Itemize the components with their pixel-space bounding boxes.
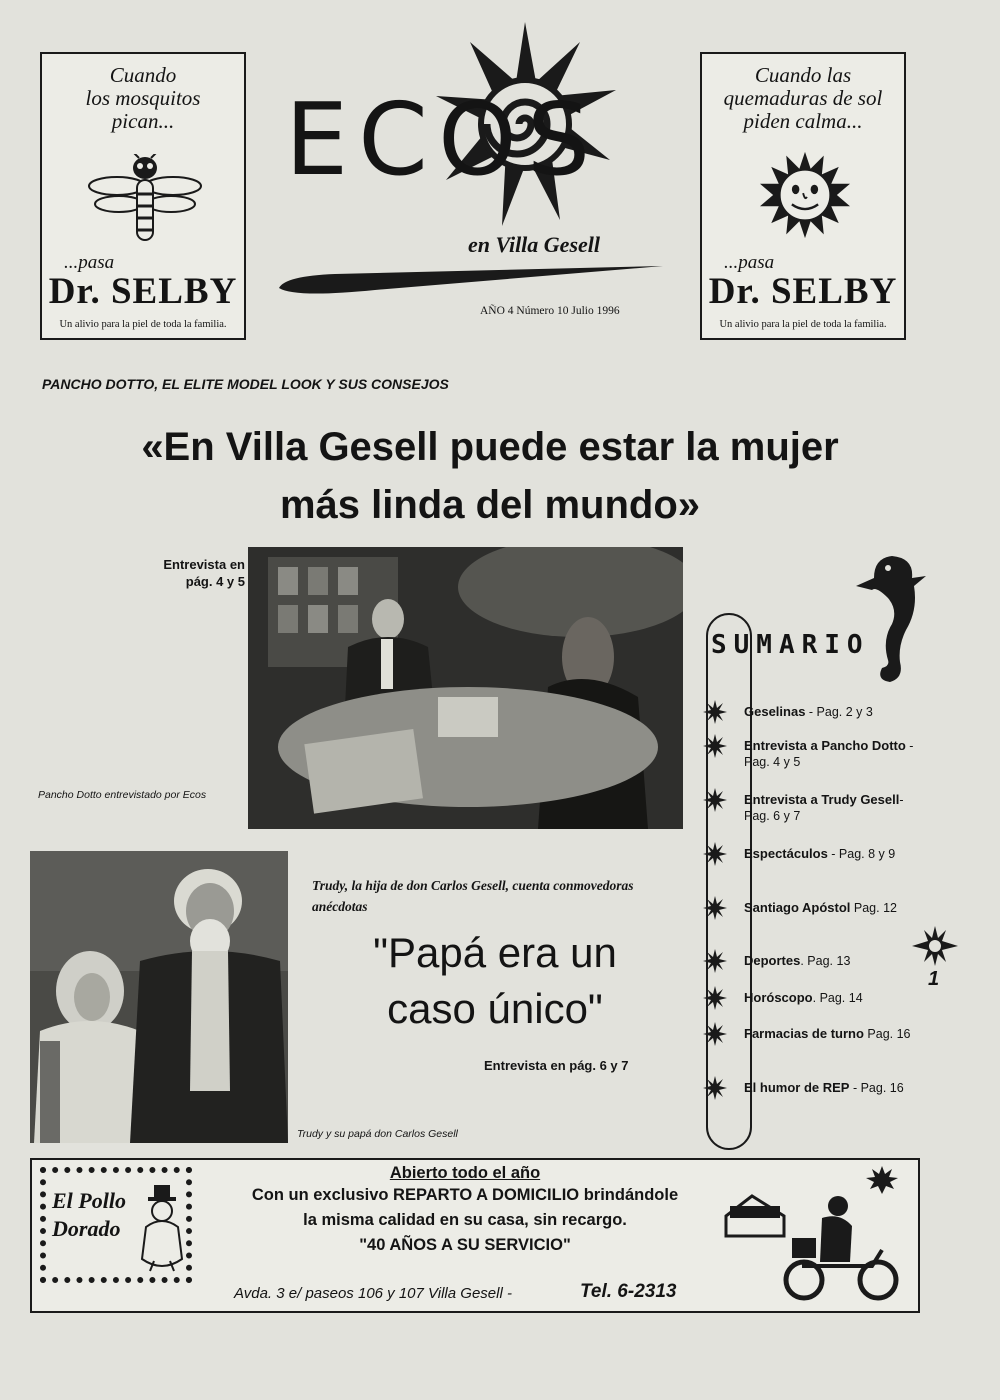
sumario-item-horoscopo[interactable] [744,990,924,1006]
ad-phone: Tel. 6-2313 [580,1281,677,1302]
ad-line-2: Con un exclusivo REPARTO A DOMICILIO brindándole [251,1186,679,1204]
sumario-item-santiago-apostol[interactable] [744,900,924,916]
ad-address: Avda. 3 e/ paseos 106 y 107 Villa Gesell - [234,1285,512,1302]
sumario-item-page: - Pag. 4 y 5 [744,739,914,769]
masthead-subtitle: en Villa Gesell [468,232,600,257]
sumario-item-farmacias[interactable] [744,1026,924,1042]
sumario-item-title: Santiago Apóstol [744,900,851,915]
ad-dr-selby-sunburn [700,52,906,340]
sumario-item-page: Pag. 12 [850,901,897,915]
sumario-item-page: - Pag. 8 y 9 [827,847,896,861]
trudy-headline-line: "Papá era un [373,929,617,976]
sumario-item-title: Entrevista a Trudy Gesell [744,792,900,807]
sumario-item-title: Geselinas [744,704,806,719]
lead-kicker: PANCHO DOTTO, EL ELITE MODEL LOOK Y SUS CONSEJOS [42,376,449,392]
sumario-title: SUMARIO [711,630,870,660]
pollo-dorado-logo-frame [40,1167,192,1283]
ad-line-4: "40 AÑOS A SU SERVICIO" [359,1236,571,1254]
chicken-chef-icon [138,1183,186,1273]
lead-page-ref-line: Entrevista en [163,557,245,572]
page-sun-icon [912,926,958,966]
ad-tagline-line: pican... [111,109,175,133]
sumario-item-title: Farmacias de turno [744,1026,864,1041]
bullet-sun-icon [703,986,727,1010]
ad-tagline-line: Cuando las [754,63,852,87]
sumario-item-trudy-gesell[interactable] [744,792,924,824]
sumario-item-page: - Pag. 2 y 3 [805,705,873,719]
sumario-item-page: . Pag. 14 [812,991,863,1005]
sumario-item-espectaculos[interactable] [744,846,924,862]
photo-trudy-carlos-gesell [30,851,288,1143]
ad-tagline [42,64,244,133]
sumario-item-humor-rep[interactable] [744,1080,924,1096]
ad-pasa: ...pasa [724,252,775,273]
ad-dr-selby-mosquitos [40,52,246,340]
pollo-logo-line: Dorado [52,1216,121,1241]
sumario-frame [706,613,752,1150]
sumario-item-geselinas[interactable] [744,704,924,720]
seahorse-icon [852,550,928,688]
ad-tagline-line: Cuando [109,63,177,87]
trudy-kicker: Trudy, la hija de don Carlos Gesell, cuenta conmovedoras anécdotas [312,878,634,914]
ad-brand: Dr. SELBY [708,271,898,312]
headline-line: «En Villa Gesell puede estar la mujer [141,425,839,469]
lead-page-ref-line: pág. 4 y 5 [185,574,245,589]
photo-pancho-dotto-interview [248,547,683,829]
masthead-logo: ECOS [285,81,601,198]
ad-tagline-line: los mosquitos [85,86,201,110]
sumario-item-title: Deportes [744,953,801,968]
sumario-item-title: Horóscopo [744,990,813,1005]
sumario-item-title: El humor de REP [744,1080,850,1095]
sumario-item-title: Entrevista a Pancho Dotto [744,738,906,753]
ad-line-1: Abierto todo el año [389,1164,541,1182]
bullet-sun-icon [703,1076,727,1100]
bullet-sun-icon [703,700,727,724]
ad-line-3: la misma calidad en su casa, sin recargo. [303,1211,627,1229]
smiling-sun-icon [745,150,865,240]
sumario-item-deportes[interactable] [744,953,924,969]
sumario-item-pancho-dotto[interactable] [744,738,924,770]
lead-photo-caption: Pancho Dotto entrevistado por Ecos [38,789,207,801]
masthead-swoosh [275,262,665,300]
lead-headline [40,418,940,534]
ad-pasa: ...pasa [64,252,115,273]
pollo-logo-line: El Pollo [52,1188,126,1213]
bullet-sun-icon [703,842,727,866]
lead-page-ref [150,556,245,590]
bullet-sun-icon [703,949,727,973]
bullet-sun-icon [703,734,727,758]
ad-slogan: Un alivio para la piel de toda la familia. [59,319,227,330]
sumario-item-title: Espectáculos [744,846,828,861]
photo-interview-image [248,547,683,829]
ad-slogan: Un alivio para la piel de toda la familia. [719,319,887,330]
photo-trudy-image [30,851,288,1143]
mosquito-icon [85,154,205,244]
ad-brand: Dr. SELBY [48,271,238,312]
sumario-item-page: Pag. 16 [863,1027,911,1041]
page-number: 1 [928,968,940,990]
trudy-page-ref: Entrevista en pág. 6 y 7 [484,1058,629,1073]
pollo-dorado-logo [52,1187,126,1243]
bullet-sun-icon [703,788,727,812]
ad-tagline-line: piden calma... [743,109,863,133]
sumario-item-page: - Pag. 16 [849,1081,904,1095]
bullet-sun-icon [703,896,727,920]
headline-line: más linda del mundo» [279,483,701,527]
issue-info: AÑO 4 Número 10 Julio 1996 [480,305,620,317]
trudy-photo-caption: Trudy y su papá don Carlos Gesell [297,1128,458,1140]
bullet-sun-icon [703,1022,727,1046]
trudy-headline [300,925,690,1037]
sumario-item-page: - Pag. 6 y 7 [744,793,904,823]
sumario-item-page: . Pag. 13 [800,954,851,968]
delivery-motorcycle-icon [722,1166,902,1306]
ad-tagline-line: quemaduras de sol [723,86,883,110]
trudy-headline-line: caso único" [387,985,603,1032]
ad-tagline [702,64,904,133]
